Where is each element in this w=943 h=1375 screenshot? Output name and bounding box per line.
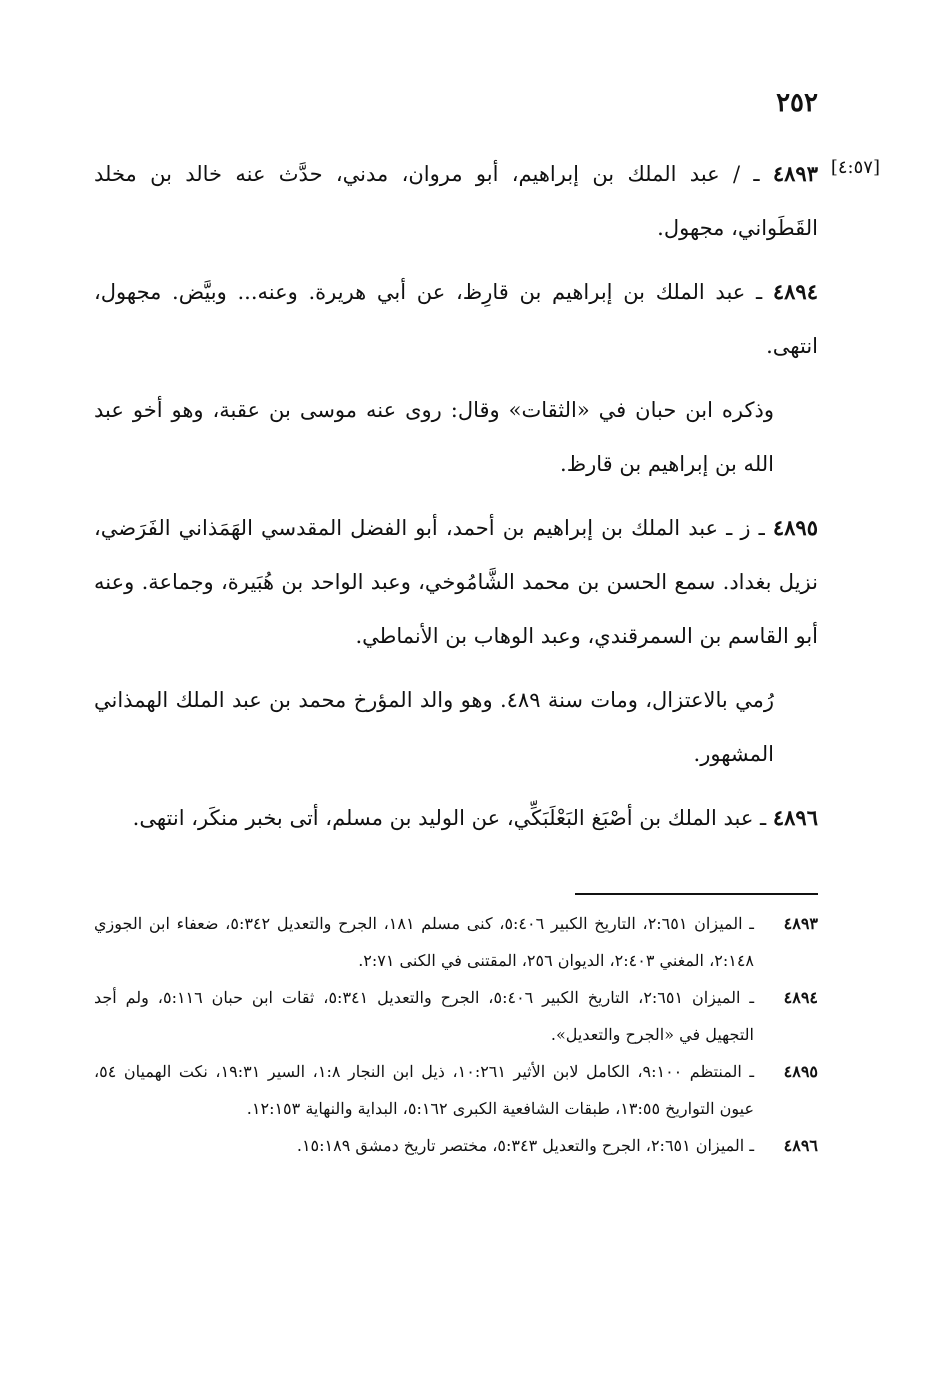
entry-number: ٤٨٩٦ (772, 805, 818, 830)
entry-text: ـ ز ـ عبد الملك بن إبراهيم بن أحمد، أبو الفضل المقدسي الهَمَذاني الفَرَضي، نزيل بغداد. سمع الحسن بن محمد الشَّامُوخي، وعبد الواحد بن هُبَيرة، وجماعة. وعنه أبو القاسم بن السمرقندي، وعبد الوهاب بن الأنماطي. (94, 516, 818, 648)
footnote-number: ٤٨٩٤ (783, 988, 818, 1007)
page-number: ٢٥٢ (776, 88, 818, 118)
entry-4894 (94, 265, 818, 373)
footnote-4896 (94, 1127, 818, 1164)
entry-4896 (94, 791, 818, 845)
footnote-4895 (94, 1053, 818, 1127)
main-text (94, 147, 818, 855)
footnote-text: ـ المنتظم ٩:١٠٠، الكامل لابن الأثير ١٠:٢٦١، ذيل ابن النجار ١:٨، السير ١٩:٣١، نكت الهميان ٥٤، عيون التواريخ ١٣:٥٥، طبقات الشافعية الكبرى ٥:١٦٢، البداية والنهاية ١٢:١٥٣. (94, 1062, 755, 1118)
footnote-text: ـ الميزان ٢:٦٥١، الجرح والتعديل ٥:٣٤٣، مختصر تاريخ دمشق ١٥:١٨٩. (296, 1136, 754, 1155)
footnote-number: ٤٨٩٣ (783, 914, 818, 933)
footnote-number: ٤٨٩٦ (783, 1136, 818, 1155)
entry-text: ـ عبد الملك بن إبراهيم بن قارِظ، عن أبي هريرة. وعنه... وبيَّض. مجهول، انتهى. (94, 280, 818, 358)
paragraph-text: رُمي بالاعتزال، ومات سنة ٤٨٩. وهو والد المؤرخ محمد بن عبد الملك الهمذاني المشهور. (94, 688, 774, 766)
entry-4895 (94, 501, 818, 663)
entry-4893 (94, 147, 818, 255)
paragraph-text: وذكره ابن حبان في «الثقات» وقال: روى عنه موسى بن عقبة، وهو أخو عبد الله بن إبراهيم بن قارظ. (94, 398, 774, 476)
footnote-number: ٤٨٩٥ (783, 1062, 818, 1081)
entry-number: ٤٨٩٥ (772, 515, 818, 540)
entry-text: ـ عبد الملك بن أصْبَغ البَعْلَبَكِّي، عن الوليد بن مسلم، أتى بخبر منكَر، انتهى. (132, 806, 773, 830)
entry-4895-continuation (94, 673, 818, 781)
footnote-text: ـ الميزان ٢:٦٥١، التاريخ الكبير ٥:٤٠٦، الجرح والتعديل ٥:٣٤١، ثقات ابن حبان ٥:١١٦، ولم أجد التجهيل في «الجرح والتعديل». (94, 988, 755, 1044)
footnotes (94, 905, 818, 1164)
entry-number: ٤٨٩٤ (772, 279, 818, 304)
margin-reference: [٤:٥٧] (830, 157, 880, 178)
entry-text: ـ / عبد الملك بن إبراهيم، أبو مروان، مدني، حدَّث عنه خالد بن مخلد القَطَواني، مجهول. (94, 162, 818, 240)
footnote-4894 (94, 979, 818, 1053)
entry-number: ٤٨٩٣ (772, 161, 818, 186)
footnote-divider (575, 893, 818, 895)
footnote-text: ـ الميزان ٢:٦٥١، التاريخ الكبير ٥:٤٠٦، كنى مسلم ١٨١، الجرح والتعديل ٥:٣٤٢، ضعفاء ابن الجوزي ٢:١٤٨، المغني ٢:٤٠٣، الديوان ٢٥٦، المقتنى في الكنى ٢:٧١. (94, 914, 754, 970)
entry-4894-continuation (94, 383, 818, 491)
footnote-4893 (94, 905, 818, 979)
